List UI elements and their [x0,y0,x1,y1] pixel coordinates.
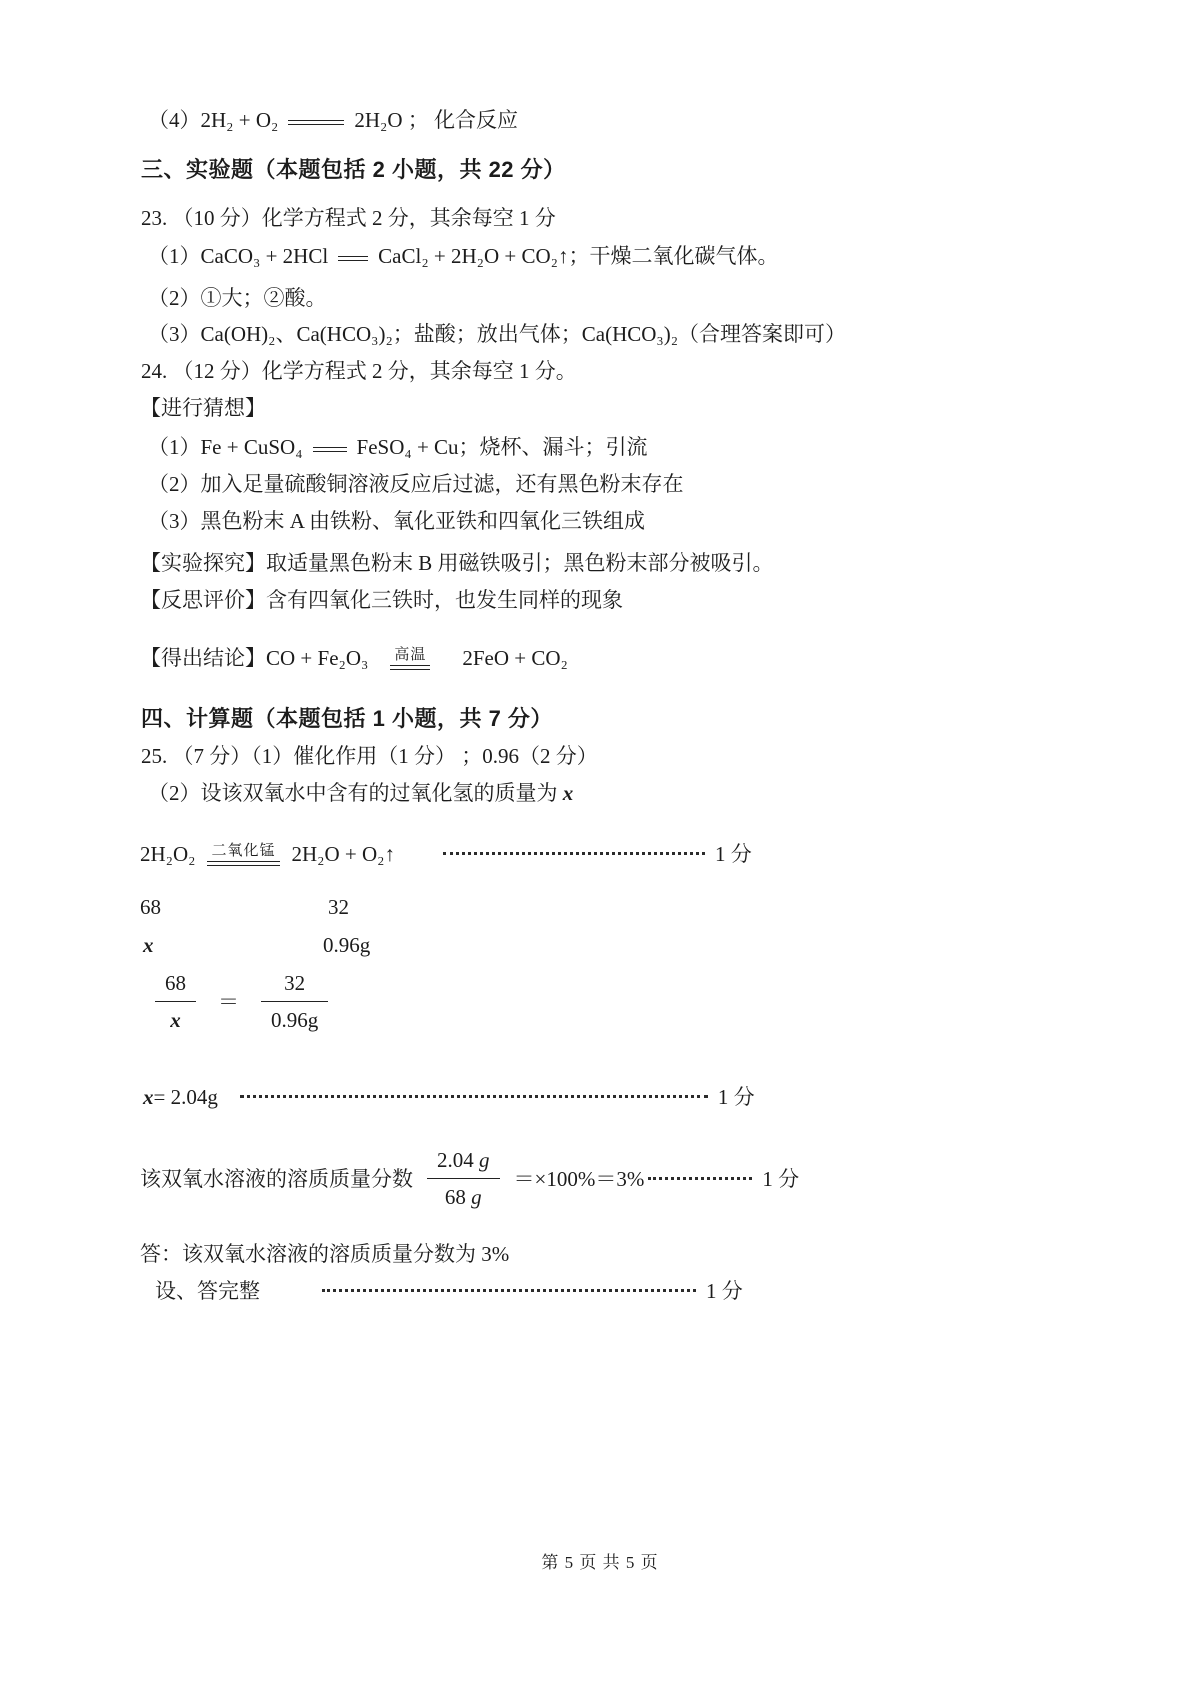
q24-answer3-line: （3）黑色粉末 A 由铁粉、氧化亚铁和四氧化三铁组成 [148,509,646,533]
reaction-condition-sign [207,842,279,866]
equation-rhs: CaCl₂ + 2H₂O + CO₂↑；干燥二氧化碳气体。 [378,244,779,268]
numerator: 68 [155,968,196,1002]
variable-x: x [143,933,154,957]
equation-rhs: 2H₂O ； 化合反应 [354,108,518,132]
setup-text: （2）设该双氧水中含有的过氧化氢的质量为 [148,781,563,805]
dotted-leader [443,852,705,856]
q24-conclusion-line [140,644,568,672]
molar-mass-right: 32 [328,895,349,919]
dotted-leader [648,1177,752,1181]
section4-heading: 四、计算题（本题包括 1 小题，共 7 分） [141,706,553,731]
completeness-line [155,1277,743,1305]
equation-lhs: （1）CaCO₃ + 2HCl [148,244,329,268]
equals-double-line [207,861,279,866]
dotted-leader [322,1289,696,1293]
equals-double-line [313,447,347,452]
numerator: 32 [261,968,328,1002]
score-text: 1 分 [762,1166,800,1191]
score-text: 1 分 [717,1085,755,1109]
q25-setup-line [148,779,573,807]
q24-guess-label: 【进行猜想】 [140,396,266,420]
reaction-condition-sign [390,646,430,670]
q23-intro-line: 23. （10 分）化学方程式 2 分，其余每空 1 分 [141,206,556,230]
q23-answer2-line: （2）①大；②酸。 [148,286,327,310]
condition-text: 二氧化锰 [211,843,276,860]
variable-x: x [562,781,574,805]
equals-sign: ＝ [218,989,239,1014]
molar-mass-left: 68 [140,895,161,919]
fraction-left [155,968,196,1036]
unit-g: g [471,1185,482,1210]
equals-double-line [288,120,344,125]
equation-rhs: 2H₂O + O₂↑ [291,842,395,866]
given-mass: 0.96g [323,933,371,957]
denominator: x [170,1008,181,1033]
page-footer: 第 5 页 共 5 页 [541,1553,659,1572]
unit-g: g [479,1148,490,1172]
solution-value: = 2.04g [153,1085,218,1109]
equals-double-line [390,665,430,670]
mass-fraction-label: 该双氧水溶液的溶质质量分数 [140,1166,413,1191]
q24-answer2-line: （2）加入足量硫酸铜溶液反应后过滤，还有黑色粉末存在 [148,472,684,496]
denominator: 0.96g [271,1008,319,1033]
condition-text: 高温 [394,647,427,664]
dotted-leader [240,1095,708,1099]
unknown-row [143,931,370,959]
equation-lhs: （4）2H₂ + O₂ [148,108,279,132]
denominator: 68 g [444,1185,482,1210]
q23-answer1-line [148,242,779,270]
q24-intro-line: 24. （12 分）化学方程式 2 分，其余每空 1 分。 [141,359,577,383]
molar-mass-row [140,893,349,921]
variable-x: x [143,1085,154,1109]
final-answer-line: 答：该双氧水溶液的溶质质量分数为 3% [140,1242,510,1266]
q25-intro-line: 25. （7 分）（1）催化作用（1 分） ；0.96（2 分） [141,744,598,768]
equation-lhs: （1）Fe + CuSO₄ [148,435,303,459]
equation-lhs: 2H₂O₂ [140,842,196,866]
calc-equation-line [140,840,752,868]
mass-fraction [427,1145,500,1213]
equation-lhs: 【得出结论】CO + Fe₂O₃ [140,646,369,670]
completeness-text: 设、答完整 [155,1279,260,1303]
equals-double-line [338,256,368,261]
q22-item4-line [148,106,518,134]
numerator: 2.04 g [427,1145,500,1179]
section3-heading: 三、实验题（本题包括 2 小题，共 22 分） [141,157,566,182]
percentage-expression: ＝×100%＝3% [513,1166,645,1191]
q24-reflect-line: 【反思评价】含有四氧化三铁时，也发生同样的现象 [140,588,623,612]
equation-rhs: FeSO₄ + Cu；烧杯、漏斗；引流 [356,435,648,459]
q24-answer1-line [148,433,648,461]
solution-line [143,1083,755,1111]
q24-explore-line: 【实验探究】取适量黑色粉末 B 用磁铁吸引；黑色粉末部分被吸引。 [140,551,774,575]
fraction-right [261,968,328,1036]
mass-fraction-line [140,1145,799,1213]
score-text: 1 分 [706,1279,743,1303]
q23-answer3-line: （3）Ca(OH)₂、Ca(HCO₃)₂；盐酸；放出气体；Ca(HCO₃)₂（合理答案即可） [148,322,847,346]
proportion-line [155,968,328,1036]
equation-rhs: 2FeO + CO₂ [462,646,568,670]
score-text: 1 分 [714,842,752,866]
